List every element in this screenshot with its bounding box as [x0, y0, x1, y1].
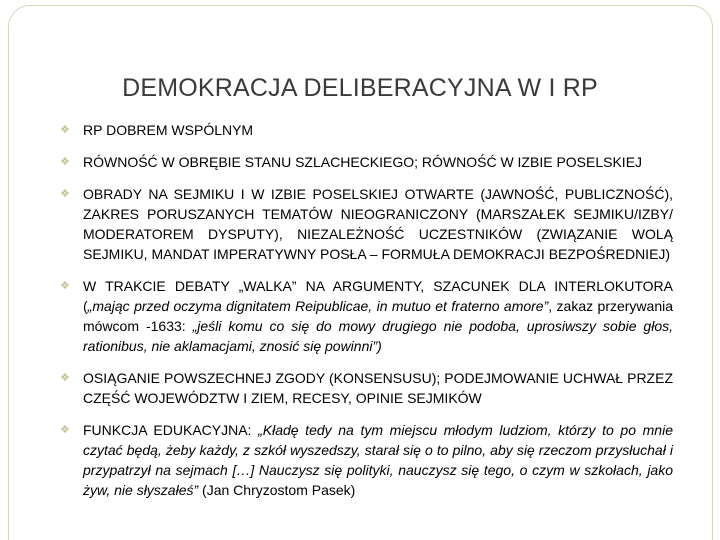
- bullet-text: OSIĄGANIE POWSZECHNEJ ZGODY (KONSENSUSU); PODEJMOWANIE UCHWAŁ PRZEZ CZĘŚĆ WOJEWÓDZTW I ZIEM, RECESY, OPINIE SEJMIKÓW: [83, 370, 673, 406]
- bullet-list: [60, 120, 674, 512]
- scroll-bullet-icon: ❖: [60, 424, 70, 436]
- scroll-bullet-icon: ❖: [60, 280, 70, 292]
- bullet-text-part: W TRAKCIE DEBATY „WALKA” NA ARGUMENTY, SZACUNEK DLA INTERLOKUTORA (: [83, 278, 673, 314]
- scroll-bullet-icon: ❖: [60, 124, 70, 136]
- latin-quote: „mając przed oczyma dignitatem Reipublicae, in mutuo et fraterno amore”: [87, 298, 549, 314]
- bullet-text: [83, 420, 673, 500]
- quote-attribution: (Jan Chryzostom Pasek): [198, 482, 356, 498]
- bullet-text: OBRADY NA SEJMIKU I W IZBIE POSELSKIEJ OTWARTE (JAWNOŚĆ, PUBLICZNOŚĆ), ZAKRES PORUSZANYCH TEMATÓW NIEOGRANICZONY (MARSZAŁEK SEJMIKU/IZBY/ MODERATOREM DYSPUTY), NIEZALEŻNOŚĆ UCZESTNIKÓW (ZWIĄZANIE WOLĄ SEJMIKU, MANDAT IMPERATYWNY POSŁA – FORMUŁA DEMOKRACJI BEZPOŚREDNIEJ): [83, 186, 673, 262]
- bullet-text-part: FUNKCJA EDUKACYJNA:: [83, 422, 259, 438]
- scroll-bullet-icon: ❖: [60, 188, 70, 200]
- bullet-item: [60, 276, 674, 356]
- bullet-text: RP DOBREM WSPÓLNYM: [83, 122, 254, 138]
- bullet-text: RÓWNOŚĆ W OBRĘBIE STANU SZLACHECKIEGO; RÓWNOŚĆ W IZBIE POSELSKIEJ: [83, 154, 643, 170]
- bullet-text-part: , zakaz przerywania mówcom -1633:: [83, 298, 674, 334]
- scroll-bullet-icon: ❖: [60, 372, 70, 384]
- bullet-item: [60, 368, 673, 408]
- slide-title: DEMOKRACJA DELIBERACYJNA W I RP: [122, 74, 598, 102]
- bullet-text: [83, 276, 673, 356]
- bullet-item: [60, 152, 673, 172]
- statute-quote: „jeśli komu co się do mowy drugiego nie podoba, uprosiwszy sobie głos, rationibus, nie aklamacjami, znosić się powinni”): [83, 318, 673, 354]
- bullet-item: [60, 420, 673, 500]
- bullet-item: [60, 120, 673, 140]
- scroll-bullet-icon: ❖: [60, 156, 70, 168]
- bullet-item: [60, 184, 673, 264]
- pasek-quote: „Kładę tedy na tym miejscu młodym ludziom, którzy to po mnie czytać będą, żeby każdy, z szkół wyszedszy, starał się o to pilno, aby się rzeczom przysłuchał i przypatrzył na sejmach […] Nauczysz się polityki, nauczysz się tego, o czym w szkołach, jako żyw, nie słyszałeś”: [83, 422, 673, 498]
